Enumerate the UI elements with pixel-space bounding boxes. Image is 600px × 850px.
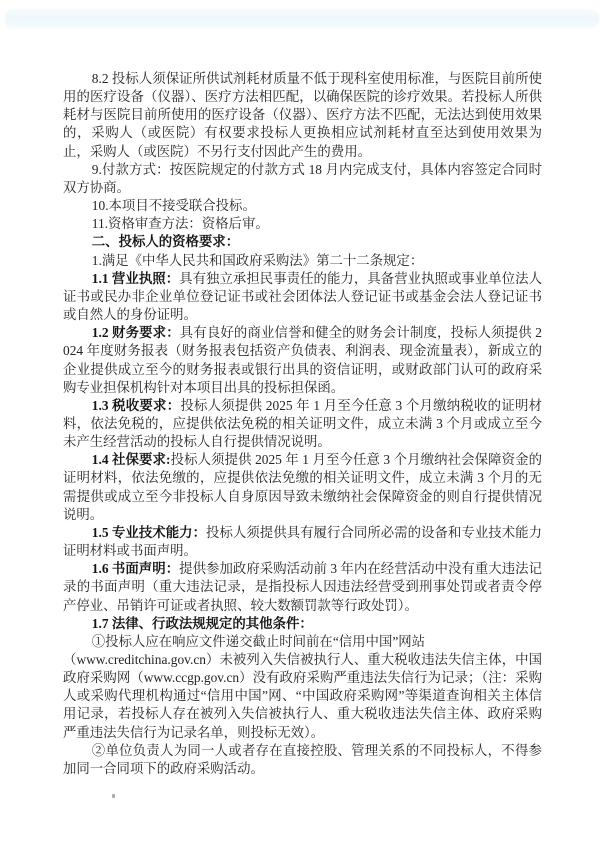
- paragraph: 1.1 营业执照：具有独立承担民事责任的能力，具备营业执照或事业单位法人证书或民办非企业单位登记证书或社会团体法人登记证书或基金会法人登记证书或自然人的身份证明。: [63, 270, 542, 323]
- paragraph: 1.7 法律、行政法规规定的其他条件：: [91, 615, 313, 631]
- scan-artifact-band: [5, 9, 599, 30]
- paragraph-lead: 1.2 财务要求：: [91, 325, 180, 341]
- paragraph-lead: 1.6 书面声明：: [91, 561, 180, 577]
- document-content: [63, 70, 542, 778]
- paragraph: 1.6 书面声明：提供参加政府采购活动前 3 年内在经营活动中没有重大违法记录的书面声明（重大违法记录，是指投标人因违法经营受到刑事处罚或者责令停产停业、吊销许可证或者执照、较大数额罚款等行政处罚）。: [63, 561, 543, 613]
- paragraph: 1.5 专业技术能力：投标人须提供具有履行合同所必需的设备和专业技术能力证明材料或书面声明。: [63, 524, 543, 559]
- paragraph: 9.付款方式：按医院规定的付款方式 18 月内完成支付，具体内容签定合同时双方协商。: [63, 161, 542, 195]
- paragraph: ②单位负责人为同一人或者存在直接控股、管理关系的不同投标人，不得参加同一合同项下的政府采购活动。: [63, 742, 542, 776]
- paragraph-lead: 1.1 营业执照：: [91, 270, 180, 286]
- paragraph: 11.资格审查方法：资格后审。: [91, 216, 269, 232]
- paragraph-lead: 1.3 税收要求：: [91, 397, 181, 413]
- paragraph: ①投标人应在响应文件递交截止时间前在“信用中国”网站: [91, 633, 426, 649]
- paragraph: 二、投标人的资格要求：: [91, 234, 240, 250]
- paragraph: 1.3 税收要求：投标人须提供 2025 年 1 月至今任意 3 个月缴纳税收的证明材料，依法免税的，应提供依法免税的相关证明文件，成立未满 3 个月或成立至今未产生经营活动的投标人自行提供情况说明。: [63, 397, 542, 450]
- paragraph: 1.2 财务要求：具有良好的商业信誉和健全的财务会计制度，投标人须提供 2024 年度财务报表（财务报表包括资产负债表、利润表、现金流量表），新成立的企业提供成立至今的财务报表或银行出具的资信证明，或财政部门认可的政府采购专业担保机构针对本项目出具的投标担保函。: [63, 325, 542, 395]
- scan-speck: [112, 794, 115, 798]
- paragraph: 10.本项目不接受联合投标。: [91, 198, 256, 214]
- paragraph-lead: 1.5 专业技术能力：: [91, 524, 207, 540]
- paragraph: 1.满足《中华人民共和国政府采购法》第二十二条规定：: [91, 252, 424, 268]
- paragraph: 8.2 投标人须保证所供试剂耗材质量不低于现科室使用标准，与医院目前所使用的医疗设备（仪器）、医疗方法相匹配，以确保医院的诊疗效果。若投标人所供耗材与医院目前所使用的医疗设备（仪器）、医疗方法不匹配，无法达到使用效果的，采购人（或医院）有权要求投标人更换相应试剂耗材直至达到使用效果为止，采购人（或医院）不另行支付因此产生的费用。: [63, 71, 542, 159]
- paragraph: （www.creditchina.gov.cn）未被列入失信被执行人、重大税收违法失信主体，中国政府采购网（www.ccgp.gov.cn）没有政府采购严重违法失信行为记录；（注：采购人或采购代理机构通过“信用中国”网、“中国政府采购网”等渠道查询相关主体信用记录，若投标人存在被列入失信被执行人、重大税收违法失信主体、政府采购严重违法失信行为记录名单，则投标无效）。: [63, 652, 542, 740]
- paragraph-lead: 1.4 社保要求:: [91, 452, 171, 468]
- paragraph: 1.4 社保要求:投标人须提供 2025 年 1 月至今任意 3 个月缴纳社会保障资金的证明材料，依法免缴的，应提供依法免缴的相关证明文件，成立未满 3 个月的无需提供或成立至今非投标人自身原因导致未缴纳社会保障资金的则自行提供情况说明。: [63, 452, 543, 522]
